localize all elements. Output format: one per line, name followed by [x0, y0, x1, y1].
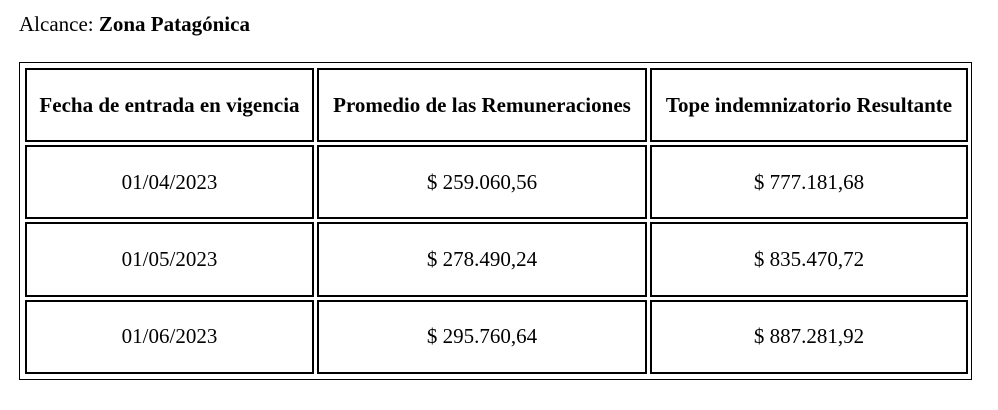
scope-value: Zona Patagónica: [98, 12, 250, 36]
header-promedio-remuneraciones: Promedio de las Remuneraciones: [317, 68, 647, 142]
cell-promedio: $ 295.760,64: [317, 300, 647, 374]
cell-promedio: $ 259.060,56: [317, 145, 647, 219]
cell-tope: $ 777.181,68: [650, 145, 968, 219]
cell-fecha: 01/04/2023: [25, 145, 314, 219]
scope-line: [19, 10, 250, 38]
scope-label: Alcance:: [19, 12, 94, 36]
cell-promedio: $ 278.490,24: [317, 222, 647, 296]
table-header-row: [25, 68, 968, 142]
table-row: [25, 145, 968, 219]
cell-tope: $ 835.470,72: [650, 222, 968, 296]
table-row: [25, 222, 968, 296]
cell-fecha: 01/06/2023: [25, 300, 314, 374]
header-tope-indemnizatorio: Tope indemnizatorio Resultante: [650, 68, 968, 142]
header-fecha-vigencia: Fecha de entrada en vigencia: [25, 68, 314, 142]
tope-table-frame: [19, 62, 972, 380]
cell-tope: $ 887.281,92: [650, 300, 968, 374]
cell-fecha: 01/05/2023: [25, 222, 314, 296]
table-row: [25, 300, 968, 374]
tope-table: [22, 65, 971, 377]
